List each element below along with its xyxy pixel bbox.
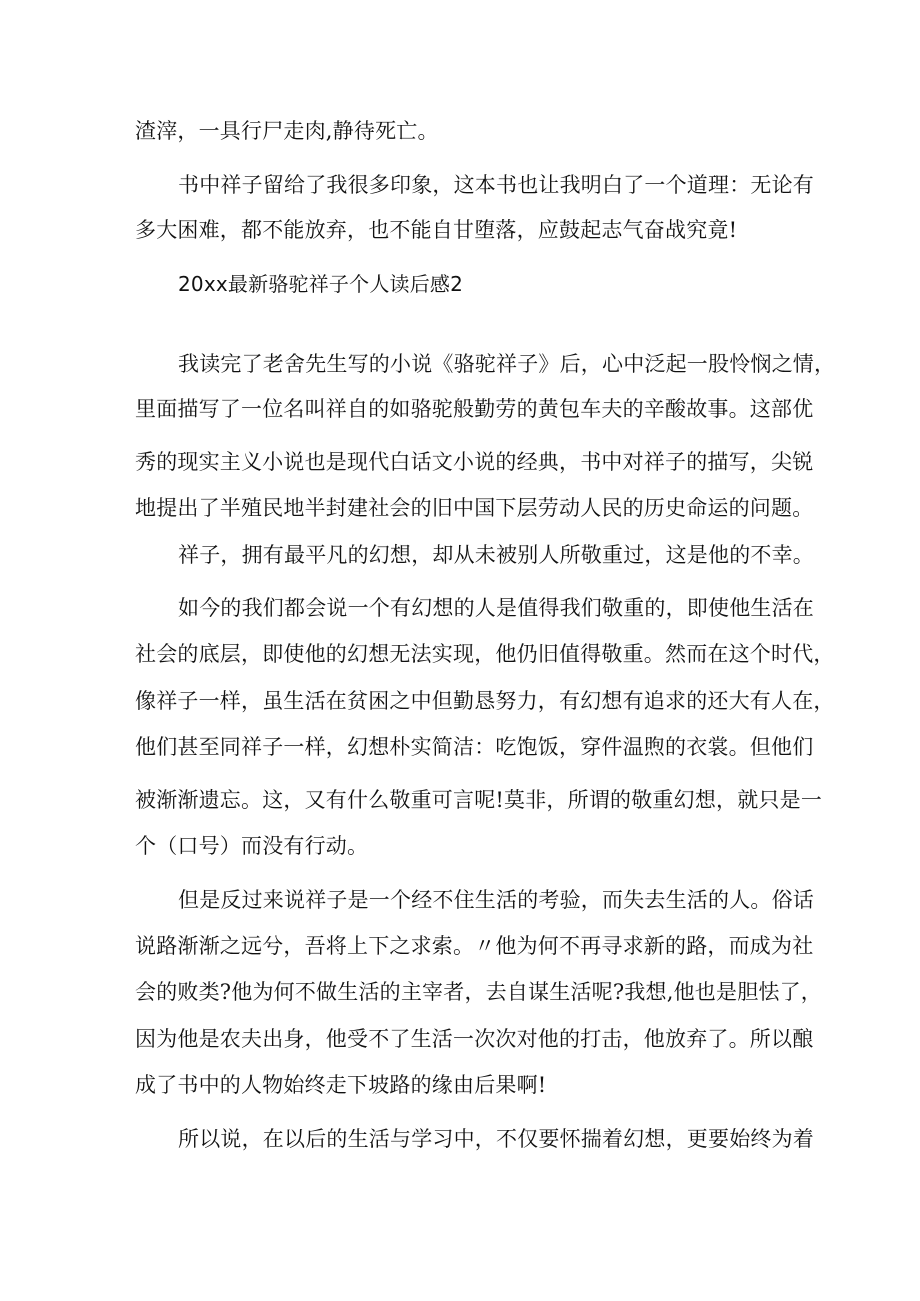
text-line: 里面描写了一位名叫祥自的如骆驼般勤劳的黄包车夫的辛酸故事。这部优	[135, 397, 814, 421]
text-line: 秀的现实主义小说也是现代白话文小说的经典，书中对祥子的描写，尖锐	[135, 450, 814, 474]
text-line: 成了书中的人物始终走下坡路的缘由后果啊!	[135, 1073, 547, 1097]
text-line: 像祥子一样，虽生活在贫困之中但勤恳努力，有幻想有追求的还大有人在，	[135, 689, 835, 713]
text-line: 地提出了半殖民地半封建社会的旧中国下层劳动人民的历史命运的问题。	[135, 496, 814, 520]
section-heading: 20xx最新骆驼祥子个人读后感2	[178, 272, 464, 296]
text-line: 个（口号）而没有行动。	[135, 834, 369, 858]
text-line: 因为他是农夫出身，他受不了生活一次次对他的打击，他放弃了。所以酿	[135, 1027, 814, 1051]
text-line: 社会的底层，即使他的幻想无法实现，他仍旧值得敬重。然而在这个时代，	[135, 642, 835, 666]
text-line: 渣滓，一具行尸走肉,静待死亡。	[135, 119, 439, 143]
text-line: 如今的我们都会说一个有幻想的人是值得我们敬重的，即使他生活在	[178, 596, 814, 620]
text-line: 被渐渐遗忘。这，又有什么敬重可言呢!莫非，所谓的敬重幻想，就只是一	[135, 788, 823, 812]
text-line: 但是反过来说祥子是一个经不住生活的考验，而失去生活的人。俗话	[178, 888, 814, 912]
text-line: 他们甚至同祥子一样，幻想朴实简洁：吃饱饭，穿件温煦的衣裳。但他们	[135, 735, 814, 759]
text-line: 说路渐渐之远兮，吾将上下之求索。〃他为何不再寻求新的路，而成为社	[135, 934, 814, 958]
text-line: 我读完了老舍先生写的小说《骆驼祥子》后，心中泛起一股怜悯之情，	[178, 352, 836, 376]
text-line: 所以说，在以后的生活与学习中，不仅要怀揣着幻想，更要始终为着	[178, 1127, 814, 1151]
text-line: 会的败类?他为何不做生活的主宰者，去自谋生活呢?我想,他也是胆怯了，	[135, 980, 822, 1004]
text-line: 多大困难，都不能放弃，也不能自甘堕落，应鼓起志气奋战究竟!	[135, 218, 738, 242]
text-line: 祥子，拥有最平凡的幻想，却从未被别人所敬重过，这是他的不幸。	[178, 543, 814, 567]
text-line: 书中祥子留给了我很多印象，这本书也让我明白了一个道理：无论有	[178, 173, 814, 197]
